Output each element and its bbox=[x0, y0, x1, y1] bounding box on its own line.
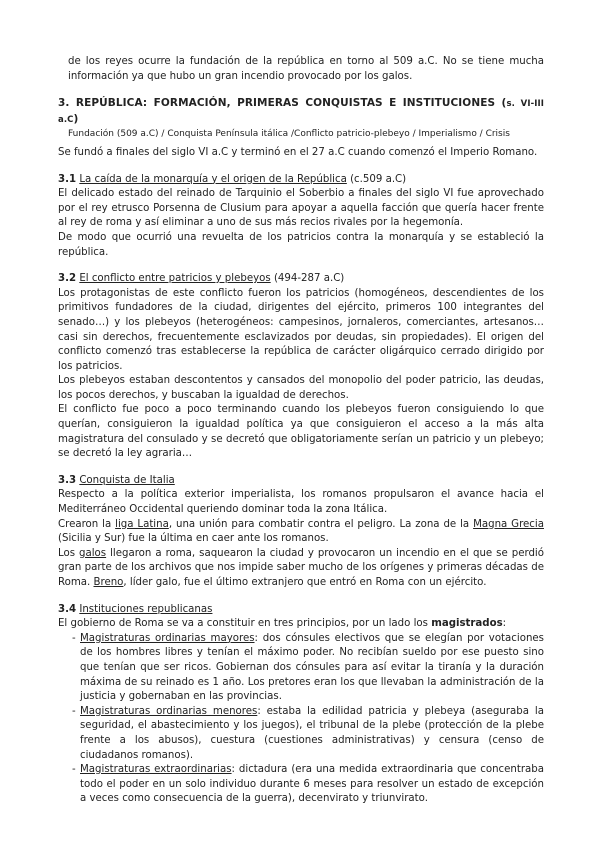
liga-latina-term: liga Latina bbox=[115, 518, 169, 530]
section-3-3-heading: 3.3 Conquista de Italia bbox=[58, 474, 175, 486]
section-3-subtitle: Fundación (509 a.C) / Conquista Península itálica /Conflicto patricio-plebeyo / Imperialismo / Crisis bbox=[68, 129, 510, 140]
breno-term: Breno bbox=[93, 577, 124, 588]
intro-paragraph: de los reyes ocurre la fundación de la república en torno al 509 a.C. No se tiene mucha información ya que hubo un gran incendio provocado por los galos. bbox=[68, 56, 544, 82]
section-3-4-intro: El gobierno de Roma se va a constituir en tres principios, por un lado los magistrados: bbox=[58, 618, 507, 630]
section-3-2-paragraph-1: Los protagonistas de este conflicto fueron los patricios (homogéneos, descendientes de los primitivos fundadores de la ciudad, dirigentes del ejército, primeros 100 integrantes del senado…) y los plebeyos (heterogéneos: campesinos, jornaleros, comerciantes, artesanos… casi sin derechos, frecuentemente esclavizados por deudas, sin propiedades). El origen del conflicto comenzó tras establecerse la república de carácter oligárquico cerrado dirigido por los patricios. bbox=[58, 287, 544, 372]
list-item: - Magistraturas ordinarias menores: estaba la edilidad patricia y plebeya (aseguraba la seguridad, el abastecimiento y los juegos), el tribunal de la plebe (protección de la plebe frente a los abusos), cuestura (cuestiones administrativas) y censura (censo de ciudadanos romanos). bbox=[80, 705, 544, 763]
section-3-2-paragraph-3: El conflicto fue poco a poco terminando cuando los plebeyos fueron consiguiendo lo que querían, consiguieron la igualdad política ya que consiguieron el acceso a la más alta magistratura del consulado y se decretó que obligatoriamente serían un patricio y un plebeyo; se decretó la ley agraria… bbox=[58, 404, 544, 460]
list-item: - Magistraturas ordinarias mayores: dos cónsules electivos que se elegían por votaciones de los hombres libres y tenían el máximo poder. No recibían sueldo por ese puesto sino que tenían que ser ricos. Gobiernan dos cónsules para así evitar la tiranía y la duración máxima de su reinado es 1 año. Los pretores eran los que llevaban la administración de la justicia y gobernaban en las provincias. bbox=[80, 632, 544, 705]
section-3-1-paragraph-1: El delicado estado del reinado de Tarquinio el Soberbio a finales del siglo VI fue aprovechado por el rey etrusco Porsenna de Clusium para apoyar a aquella facción que quería hacer frente al rey de roma y así eliminar a uno de sus más recios rivales por la hegemonía. bbox=[58, 188, 544, 229]
list-item: - Magistraturas extraordinarias: dictadura (era una medida extraordinaria que concentraba todo el poder en un solo individuo durante 6 meses para resolver un estado de excepción a veces como consecuencia de la guerra), decenvirato y triunvirato. bbox=[80, 763, 544, 807]
document-page bbox=[58, 55, 544, 807]
magistraturas-list bbox=[58, 632, 544, 807]
section-3-3-paragraph-1: Respecto a la política exterior imperialista, los romanos propulsaron el avance hacia el Mediterráneo Occidental queriendo dominar toda la zona Itálica. bbox=[58, 489, 544, 516]
section-3-1-paragraph-2: De modo que ocurrió una revuelta de los patricios contra la monarquía y se estableció la república. bbox=[58, 231, 544, 258]
section-3-4-heading: 3.4 Instituciones republicanas bbox=[58, 603, 213, 615]
section-3-3-paragraph-3: Los galos llegaron a roma, saquearon la ciudad y provocaron un incendio en el que se perdió gran parte de los archivos que nos impide saber mucho de los orígenes y primeras décadas de Roma. Breno, líder galo, fue el último extranjero que entró en Roma con un ejército. bbox=[58, 547, 544, 588]
magna-grecia-term: Magna Grecia bbox=[473, 518, 544, 530]
section-3-heading: 3. REPÚBLICA: FORMACIÓN, PRIMERAS CONQUISTAS E INSTITUCIONES (s. VI-III a.C) bbox=[58, 97, 544, 125]
section-3-1-heading: 3.1 La caída de la monarquía y el origen de la República (c.509 a.C) bbox=[58, 173, 407, 185]
section-3-intro: Se fundó a finales del siglo VI a.C y terminó en el 27 a.C cuando comenzó el Imperio Romano. bbox=[58, 146, 538, 158]
section-3-2-heading: 3.2 El conflicto entre patricios y plebeyos (494-287 a.C) bbox=[58, 273, 345, 285]
galos-term: galos bbox=[79, 547, 107, 559]
section-3-2-paragraph-2: Los plebeyos estaban descontentos y cansados del monopolio del poder patricio, las deudas, los pocos derechos, y buscaban la igualdad de derechos. bbox=[58, 375, 544, 401]
section-3-3-paragraph-2: Crearon la liga Latina, una unión para combatir contra el peligro. La zona de la Magna Grecia (Sicilia y Sur) fue la última en caer ante los romanos. bbox=[58, 518, 544, 545]
